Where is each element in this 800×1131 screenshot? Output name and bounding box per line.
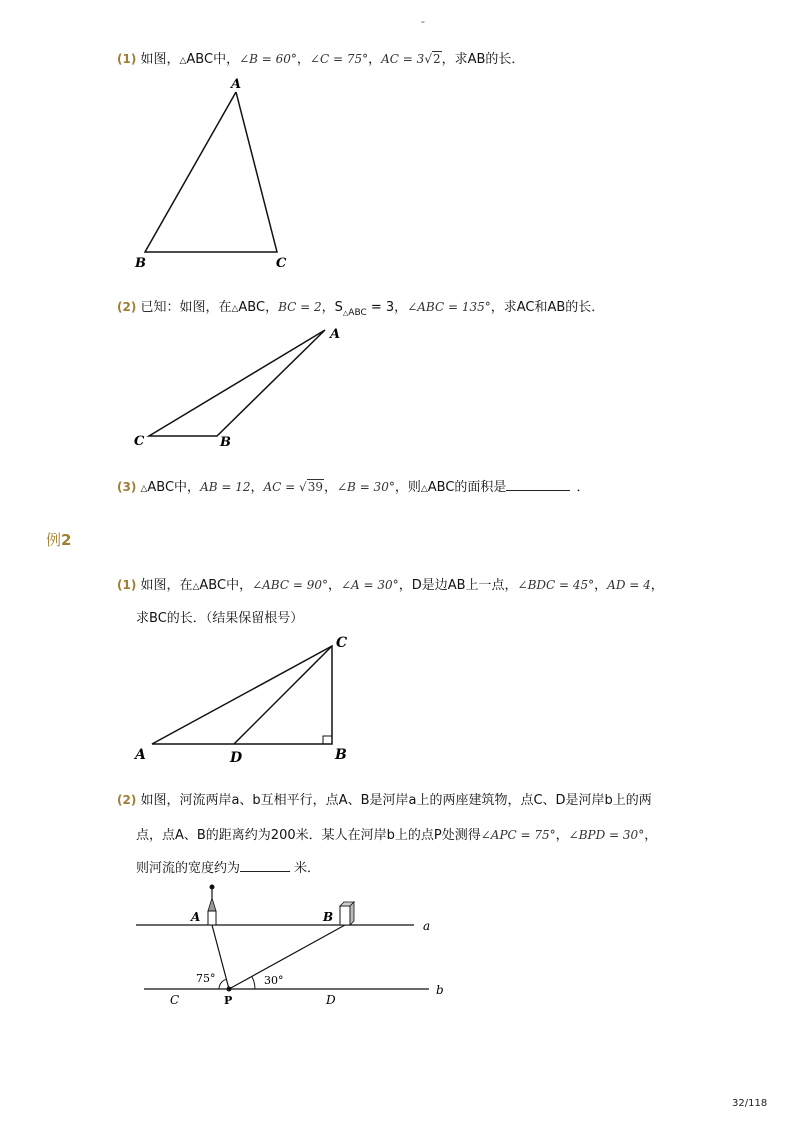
right-angle-mark — [323, 736, 332, 744]
sight-line-pb — [229, 925, 345, 989]
math-expr: AB = 12 — [200, 480, 251, 494]
angle-arc-30 — [252, 977, 255, 990]
building-a — [208, 911, 216, 925]
math-expr: ∠B = 60° — [239, 52, 297, 66]
triangle-icon: △ — [192, 582, 200, 592]
label-p: P — [224, 994, 233, 1007]
vertex-label-b: B — [335, 747, 347, 763]
math-expr: ∠A = 30° — [341, 578, 399, 592]
math-expr: BC = 2 — [278, 300, 322, 314]
triangle-icon: △ — [420, 484, 428, 494]
angle-label-30: 30° — [264, 974, 284, 987]
page-number: 32/118 — [732, 1098, 768, 1109]
question-3: (3) △ABC中，AB = 12，AC = √39，∠B = 30°，则△ABC的面积是 ． — [117, 480, 590, 495]
vertex-label-c: C — [336, 635, 348, 651]
answer-blank[interactable] — [506, 478, 570, 491]
label-c: C — [170, 993, 180, 1007]
angle-arc-75 — [219, 979, 226, 989]
point-p — [227, 987, 232, 992]
tower-top — [210, 885, 215, 890]
question-1: (1) 如图，△ABC中，∠B = 60°，∠C = 75°，AC = 3√2，求AB的长． — [117, 52, 525, 67]
triangle-abc — [152, 646, 332, 744]
question-number: (2) — [117, 793, 137, 807]
triangle-abc — [149, 330, 325, 436]
angle-label-75: 75° — [196, 972, 216, 985]
example-question-1: (1) 如图，在△ABC中，∠ABC = 90°，∠A = 30°，D是边AB上一点，∠BDC = 45°，AD = 4， — [117, 578, 664, 593]
label-d: D — [326, 993, 336, 1007]
vertex-label-c: C — [134, 434, 145, 449]
question-number: (1) — [117, 52, 137, 66]
vertex-label-b: B — [135, 256, 146, 271]
triangle-icon: △ — [140, 484, 148, 494]
example-question-2: (2) 如图，河流两岸a、b互相平行，点A、B是河岸a上的两座建筑物，点C、D是河岸b上的两 — [117, 793, 652, 808]
example-question-1-line2: 求BC的长．（结果保留根号） — [136, 611, 304, 626]
question-2: (2) 已知：如图，在△ABC，BC = 2，$S_{\triangle ABC} = 3$，∠ABC = 135°，求AC和AB的长． — [117, 300, 605, 318]
math-expr: ∠ABC = 135° — [407, 300, 491, 314]
vertex-label-d: D — [230, 750, 243, 766]
triangle-icon: △ — [179, 56, 187, 66]
header-mark: - — [421, 15, 425, 28]
river-figure — [130, 880, 460, 1010]
vertex-label-c: C — [276, 256, 287, 271]
math-expr: AD = 4 — [607, 578, 651, 592]
vertex-label-b: B — [220, 435, 231, 450]
vertex-label-a: A — [135, 747, 146, 763]
math-expr: ∠B = 30° — [337, 480, 395, 494]
vertex-label-a: A — [231, 77, 242, 92]
tower-roof — [208, 898, 216, 911]
math-expr: ∠C = 75° — [309, 52, 369, 66]
building-b — [340, 906, 350, 925]
triangle-figure-3 — [130, 632, 360, 767]
label-b: B — [323, 910, 334, 924]
vertex-label-a: A — [330, 327, 341, 342]
math-expr: AC = — [263, 480, 300, 494]
question-number: (3) — [117, 480, 137, 494]
triangle-figure-2 — [125, 322, 355, 452]
answer-blank[interactable] — [240, 859, 290, 872]
example-question-2-line3: 则河流的宽度约为 米． — [136, 861, 321, 876]
example-question-2-line2: 点，点A、B的距离约为200米．某人在河岸b上的点P处测得∠APC = 75°，∠BPD = 30°， — [136, 828, 658, 843]
question-number: (1) — [117, 578, 137, 592]
segment-cd — [234, 646, 332, 744]
math-expr: ∠APC = 75° — [480, 828, 556, 842]
triangle-abc — [145, 92, 277, 252]
label-bank-a: a — [423, 919, 431, 933]
math-expr: ∠ABC = 90° — [252, 578, 328, 592]
math-expr: AC = 3 — [381, 52, 425, 66]
triangle-figure-1 — [120, 70, 320, 275]
sqrt-expr: √39 — [299, 480, 323, 494]
question-number: (2) — [117, 300, 137, 314]
label-a: A — [191, 910, 201, 924]
sqrt-expr: √2 — [424, 52, 441, 66]
math-expr: ∠BPD = 30° — [568, 828, 645, 842]
example-label: 例2 — [46, 531, 72, 549]
label-bank-b: b — [436, 983, 444, 997]
triangle-icon: △ — [231, 304, 239, 314]
math-expr: ∠BDC = 45° — [517, 578, 595, 592]
